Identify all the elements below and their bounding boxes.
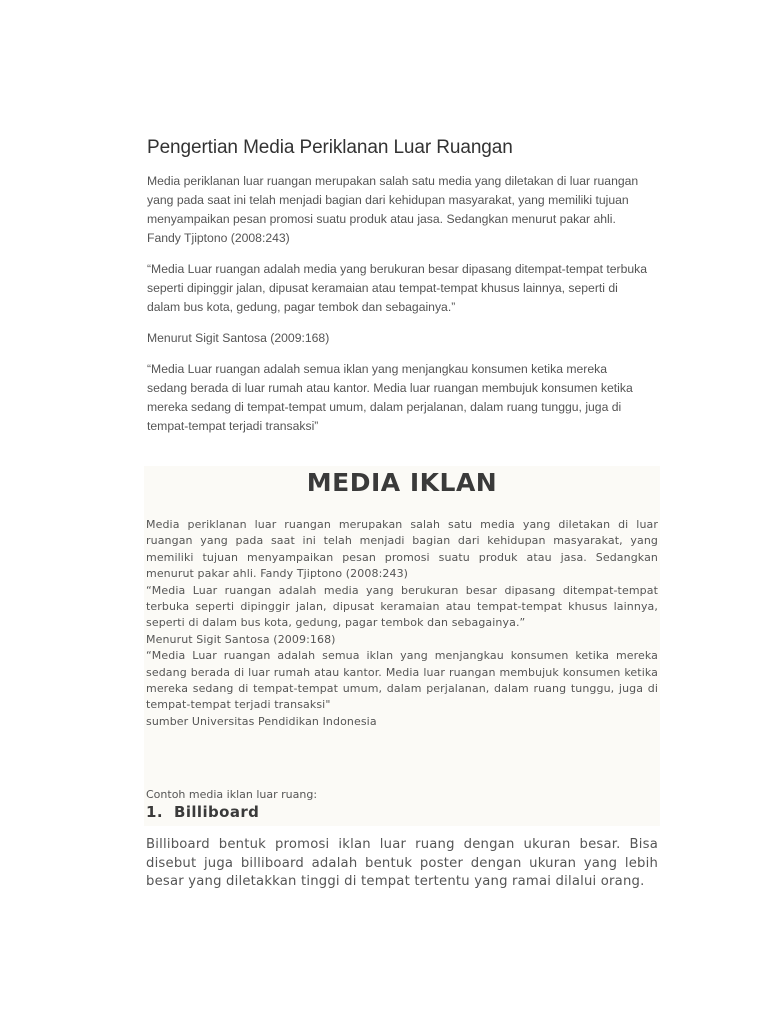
example-item-heading — [146, 802, 658, 822]
example-item-description: Billiboard bentuk promosi iklan luar ruang dengan ukuran besar. Bisa disebut juga billiboard adalah bentuk poster dengan ukuran yang lebih besar yang diletakkan tinggi di tempat tertentu yang ramai dilalui orang. — [146, 837, 658, 890]
quote-santosa: “Media Luar ruangan adalah semua iklan yang menjangkau konsumen ketika mereka sedang berada di luar rumah atau kantor. Media luar ruangan membujuk konsumen ketika mereka sedang di tempat-tempat umum, dalam perjalanan, dalam ruang tunggu, juga di tempat-tempat terjadi transaksi" — [146, 649, 658, 712]
citation-santosa: Menurut Sigit Santosa (2009:168) — [146, 632, 336, 646]
section-title: Pengertian Media Periklanan Luar Ruangan — [147, 137, 513, 158]
citation-santosa: Menurut Sigit Santosa (2009:168) — [147, 331, 330, 345]
quote-tjiptono: “Media Luar ruangan adalah media yang berukuran besar dipasang ditempat-tempat terbuka seperti dipinggir jalan, dipusat keramaian atau tempat-tempat khusus lainnya, seperti di dalam bus kota, gedung, pagar tembok dan sebagainya.” — [146, 583, 658, 630]
source-line: sumber Universitas Pendidikan Indonesia — [146, 714, 377, 728]
intro-paragraph: Media periklanan luar ruangan merupakan salah satu media yang diletakan di luar ruangan yang pada saat ini telah menjadi bagian dari kehidupan masyarakat, yang memiliki tujuan menyampaikan pesan promosi suatu produk atau jasa. Sedangkan menurut pakar ahli. Fandy Tjiptono (2008:243) — [146, 518, 658, 581]
definition-section — [147, 136, 647, 436]
quote-santosa: “Media Luar ruangan adalah semua iklan yang menjangkau konsumen ketika mereka sedang berada di luar rumah atau kantor. Media luar ruangan membujuk konsumen ketika mereka sedang di tempat-tempat umum, dalam perjalanan, dalam ruang tunggu, juga di tempat-tempat terjadi transaksi” — [147, 362, 633, 433]
quote-tjiptono: “Media Luar ruangan adalah media yang berukuran besar dipasang ditempat-tempat terbuka seperti dipinggir jalan, dipusat keramaian atau tempat-tempat khusus lainnya, seperti di dalam bus kota, gedung, pagar tembok dan sebagainya.” — [147, 262, 648, 314]
media-iklan-body — [146, 517, 658, 730]
example-item-number: 1. — [146, 803, 163, 822]
examples-label: Contoh media iklan luar ruang: — [146, 788, 318, 802]
intro-paragraph: Media periklanan luar ruangan merupakan salah satu media yang diletakan di luar ruangan yang pada saat ini telah menjadi bagian dari kehidupan masyarakat, yang memiliki tujuan menyampaikan pesan promosi suatu produk atau jasa. Sedangkan menurut pakar ahli. Fandy Tjiptono (2008:243) — [147, 174, 639, 245]
media-iklan-section — [146, 466, 658, 892]
example-item-title: Billiboard — [174, 803, 260, 822]
media-iklan-heading: MEDIA IKLAN — [306, 468, 498, 497]
